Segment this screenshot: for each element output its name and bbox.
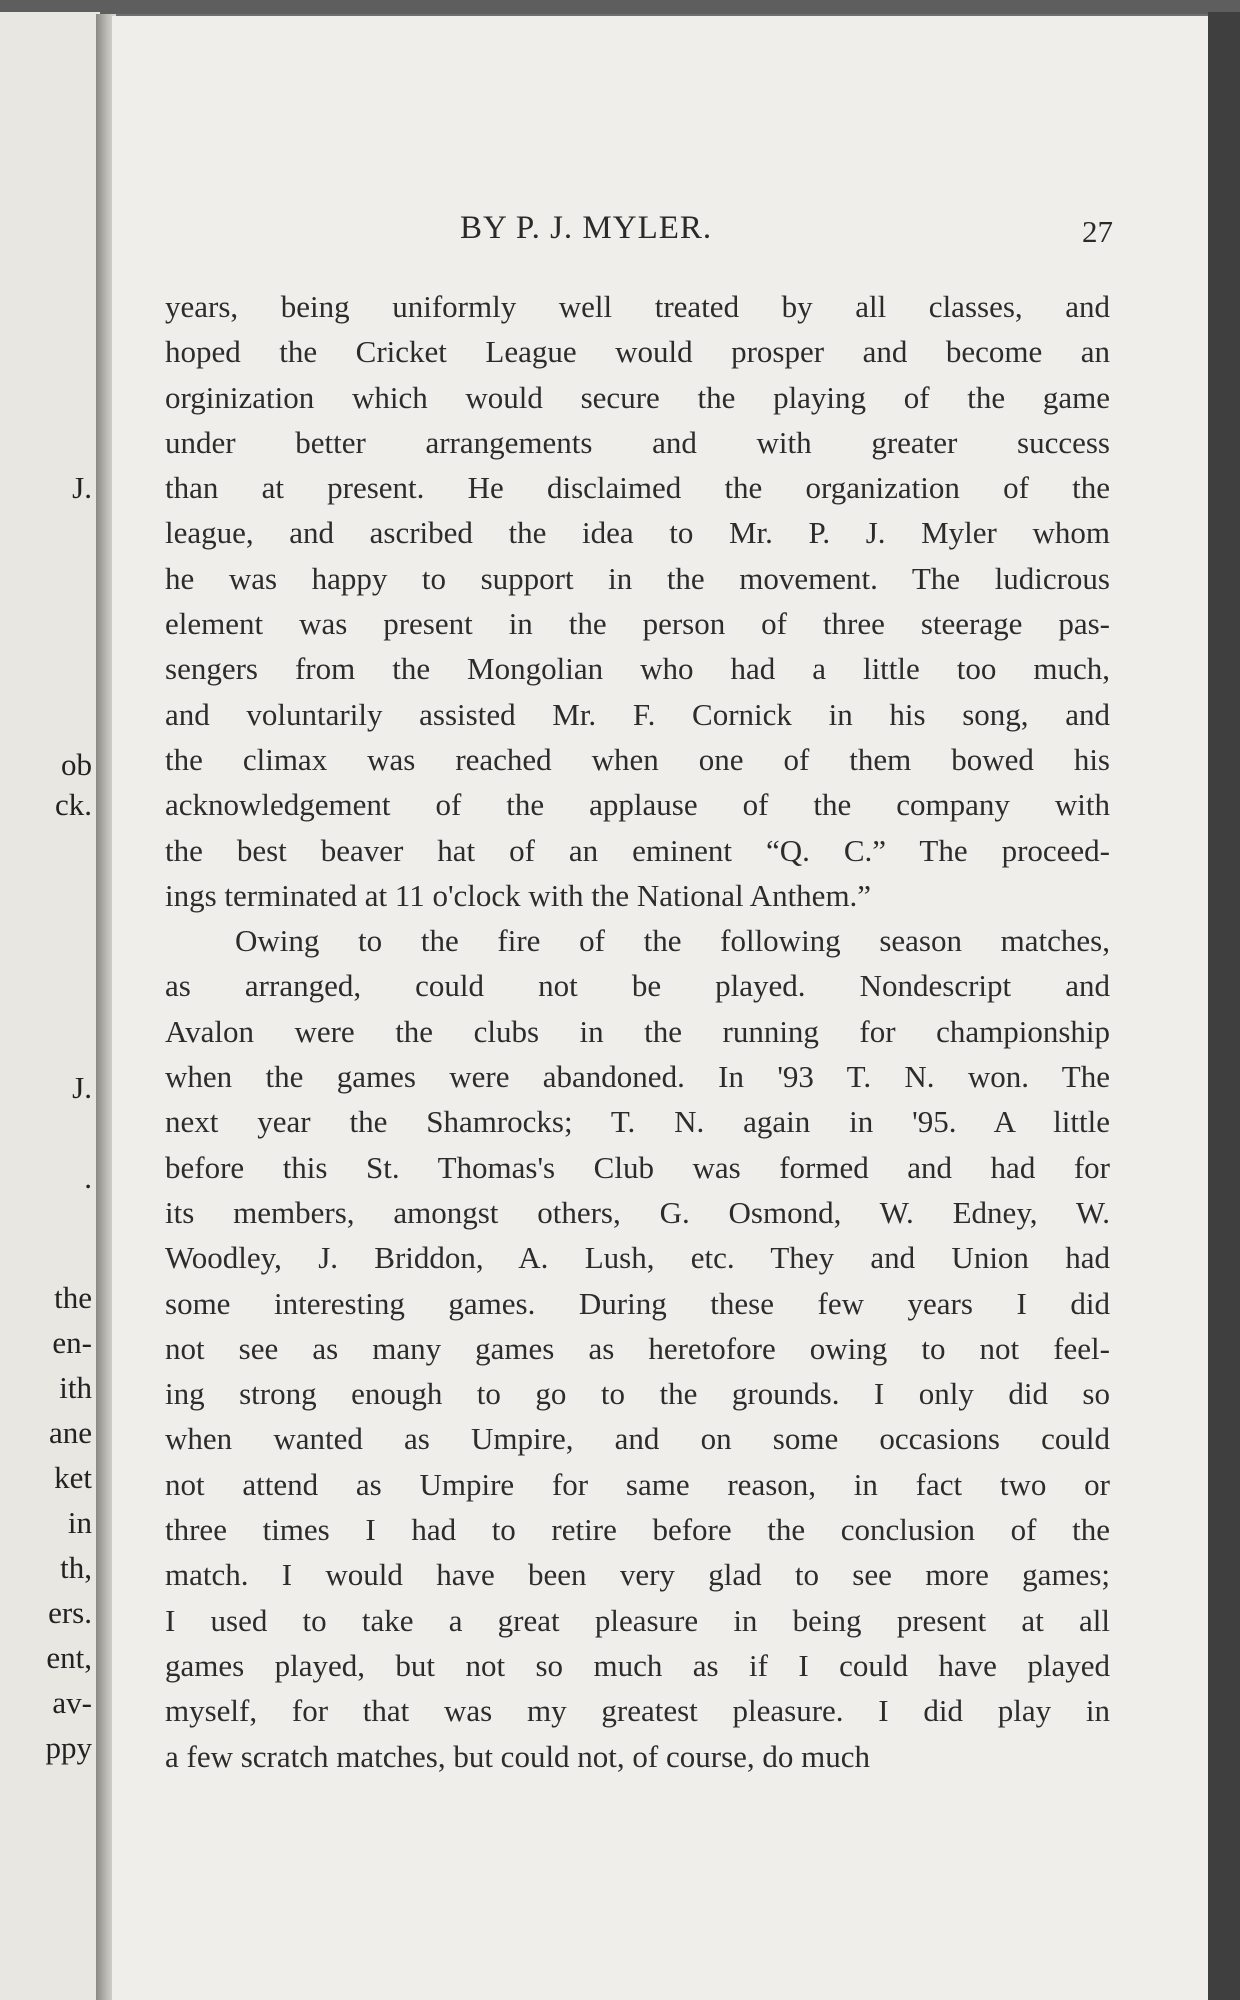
facing-page-fragment: en- (52, 1325, 92, 1360)
text-line: he was happy to support in the movement. The ludicrous (165, 560, 1110, 596)
paragraph (165, 918, 1110, 1779)
text-line: under better arrangements and with greater success (165, 424, 1110, 460)
text-line: match. I would have been very glad to see more games; (165, 1557, 1110, 1593)
text-line: hoped the Cricket League would prosper and become an (165, 334, 1110, 370)
facing-page-fragment: ith (59, 1370, 92, 1405)
text-line: a few scratch matches, but could not, of course, do much (165, 1738, 871, 1774)
text-line: its members, amongst others, G. Osmond, W. Edney, W. (165, 1194, 1110, 1230)
text-line: than at present. He disclaimed the organization of the (165, 470, 1110, 506)
page-number: 27 (1082, 214, 1113, 249)
facing-page-fragment: the (54, 1280, 92, 1315)
paragraph (165, 284, 1110, 918)
text-line: the best beaver hat of an eminent “Q. C.” The proceed- (165, 832, 1110, 868)
page-header (112, 210, 1208, 250)
scan-border-right (1208, 12, 1240, 2000)
text-line: I used to take a great pleasure in being present at all (165, 1602, 1110, 1638)
text-line: Owing to the fire of the following season matches, (235, 923, 1110, 959)
text-line: games played, but not so much as if I could have played (165, 1647, 1110, 1683)
text-line: not see as many games as heretofore owing to not feel- (165, 1330, 1110, 1366)
facing-page-fragment: av- (52, 1685, 92, 1720)
text-line: not attend as Umpire for same reason, in fact two or (165, 1466, 1110, 1502)
facing-page-fragment: in (67, 1505, 92, 1540)
text-line: Avalon were the clubs in the running for championship (165, 1013, 1110, 1049)
facing-page-fragment: ob (61, 747, 92, 782)
text-line: next year the Shamrocks; T. N. again in '95. A little (165, 1104, 1110, 1140)
facing-page-fragment: ket (54, 1460, 92, 1495)
scan-border-top (0, 0, 1240, 14)
text-line: orginization which would secure the playing of the game (165, 379, 1110, 415)
facing-page-fragment: ane (48, 1415, 92, 1450)
text-line: ing strong enough to go to the grounds. I only did so (165, 1376, 1110, 1412)
facing-page-fragment: ppy (45, 1730, 92, 1765)
text-line: myself, for that was my greatest pleasure. I did play in (165, 1693, 1110, 1729)
facing-page-fragment: J. (72, 470, 92, 505)
text-line: and voluntarily assisted Mr. F. Cornick in his song, and (165, 696, 1110, 732)
text-line: ings terminated at 11 o'clock with the National Anthem.” (165, 877, 872, 913)
facing-page (0, 12, 100, 2000)
text-line: some interesting games. During these few years I did (165, 1285, 1110, 1321)
facing-page-fragment: J. (72, 1070, 92, 1105)
running-head: BY P. J. MYLER. (460, 210, 713, 246)
facing-page-fragment: . (84, 1160, 92, 1195)
facing-page-fragment: ers. (48, 1595, 92, 1630)
text-line: years, being uniformly well treated by all classes, and (165, 289, 1110, 324)
text-line: three times I had to retire before the conclusion of the (165, 1512, 1110, 1548)
text-line: before this St. Thomas's Club was formed and had for (165, 1149, 1110, 1185)
text-line: element was present in the person of three steerage pas- (165, 606, 1110, 642)
text-line: the climax was reached when one of them bowed his (165, 741, 1110, 777)
facing-page-fragment: th, (60, 1550, 92, 1585)
text-line: when wanted as Umpire, and on some occasions could (165, 1421, 1110, 1457)
text-line: league, and ascribed the idea to Mr. P. J. Myler whom (165, 515, 1110, 551)
body-text (165, 284, 1110, 1779)
text-line: when the games were abandoned. In '93 T. N. won. The (165, 1059, 1110, 1095)
facing-page-text-fragments (0, 12, 98, 2000)
text-line: Woodley, J. Briddon, A. Lush, etc. They and Union had (165, 1240, 1110, 1276)
text-line: acknowledgement of the applause of the company with (165, 787, 1110, 823)
text-line: as arranged, could not be played. Nondescript and (165, 968, 1110, 1004)
facing-page-fragment: ck. (54, 787, 92, 822)
facing-page-fragment: ent, (46, 1640, 92, 1675)
text-line: sengers from the Mongolian who had a little too much, (165, 651, 1110, 687)
